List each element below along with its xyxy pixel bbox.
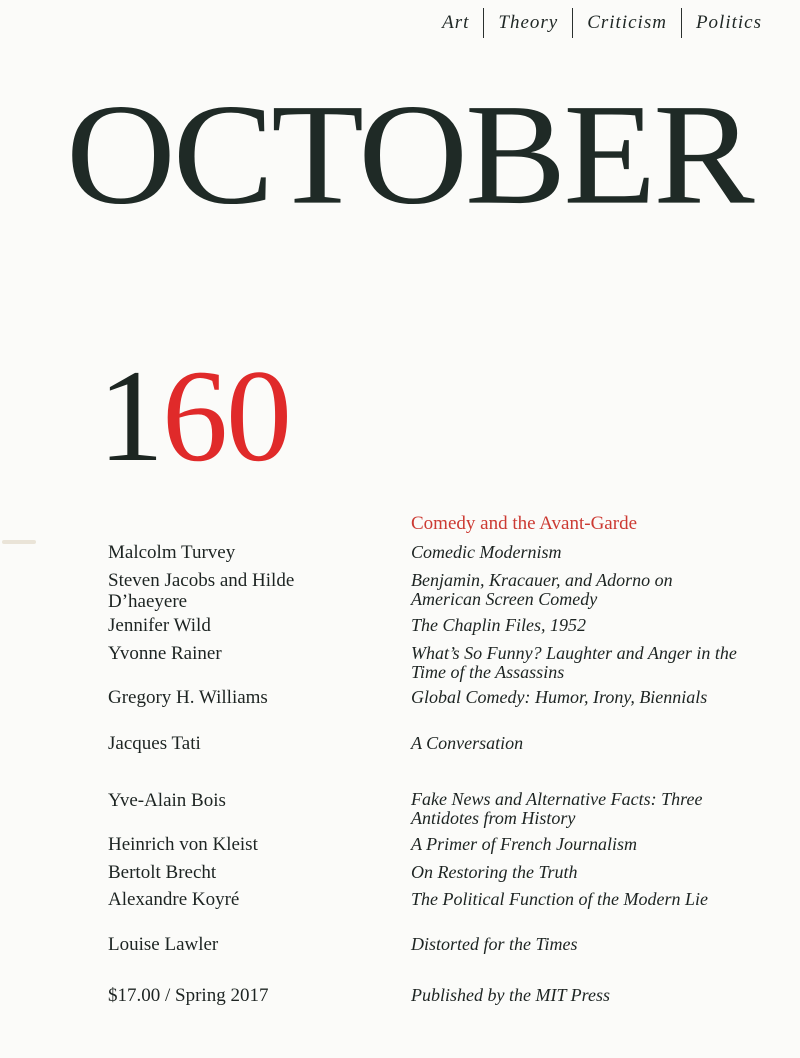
toc-author: Steven Jacobs and Hilde D’haeyere bbox=[108, 570, 295, 612]
toc-title: Benjamin, Kracauer, and Adorno on American Screen Comedy bbox=[411, 570, 673, 609]
toc-title: Global Comedy: Humor, Irony, Biennials bbox=[411, 687, 708, 707]
toc-title: Distorted for the Times bbox=[411, 934, 578, 954]
nav-item-criticism: Criticism bbox=[587, 12, 667, 33]
toc-author: Jacques Tati bbox=[108, 733, 201, 754]
price-and-season: $17.00 / Spring 2017 bbox=[108, 985, 269, 1006]
toc-author: Yve-Alain Bois bbox=[108, 790, 226, 811]
toc-title: A Conversation bbox=[411, 733, 524, 753]
paper-mark bbox=[2, 540, 36, 544]
toc-author: Malcolm Turvey bbox=[108, 542, 236, 563]
journal-masthead: OCTOBER bbox=[66, 74, 752, 235]
issue-number-black: 1 bbox=[98, 342, 162, 489]
issue-number-red: 60 bbox=[162, 342, 290, 489]
toc-title: A Primer of French Journalism bbox=[411, 834, 637, 854]
toc-title: What’s So Funny? Laughter and Anger in the Time of the Assassins bbox=[411, 643, 737, 682]
toc-author: Gregory H. Williams bbox=[108, 687, 268, 708]
toc-title: The Political Function of the Modern Lie bbox=[411, 889, 708, 909]
toc-title: The Chaplin Files, 1952 bbox=[411, 615, 586, 635]
nav-item-politics: Politics bbox=[695, 12, 762, 33]
toc-author: Heinrich von Kleist bbox=[108, 834, 258, 855]
toc-title: Comedic Modernism bbox=[411, 542, 562, 562]
toc-author: Louise Lawler bbox=[108, 934, 219, 955]
top-category-nav bbox=[428, 8, 762, 38]
toc-author: Bertolt Brecht bbox=[108, 862, 217, 883]
toc-title: Fake News and Alternative Facts: Three Antidotes from History bbox=[411, 789, 703, 828]
issue-number bbox=[98, 342, 290, 489]
toc-title: On Restoring the Truth bbox=[411, 862, 578, 882]
toc-author: Yvonne Rainer bbox=[108, 643, 222, 664]
nav-item-art: Art bbox=[442, 12, 470, 33]
nav-item-theory: Theory bbox=[498, 12, 559, 33]
publisher-line: Published by the MIT Press bbox=[411, 985, 610, 1005]
toc-author: Alexandre Koyré bbox=[108, 889, 240, 910]
section-heading: Comedy and the Avant-Garde bbox=[411, 513, 637, 534]
toc-author: Jennifer Wild bbox=[108, 615, 211, 636]
